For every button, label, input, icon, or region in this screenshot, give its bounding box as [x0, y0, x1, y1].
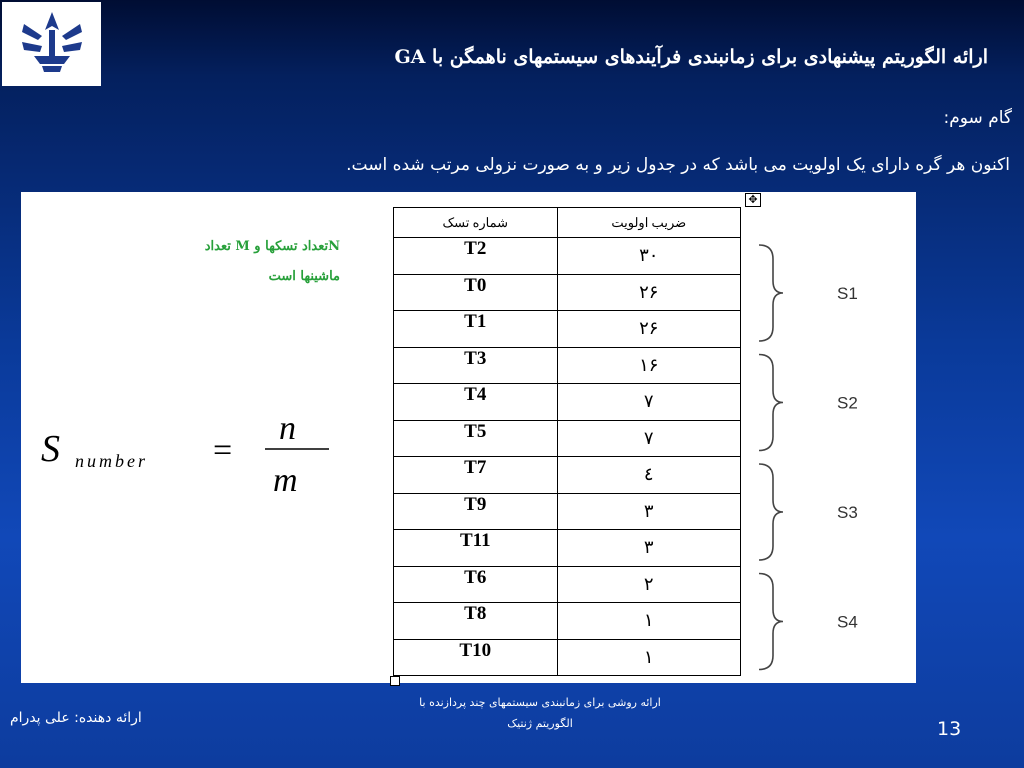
- table-row: [394, 384, 741, 421]
- task-cell: T6: [394, 566, 558, 603]
- step-description: اکنون هر گره دارای یک اولویت می باشد که در جدول زیر و به صورت نزولی مرتب شده است.: [346, 155, 1010, 175]
- university-logo-icon: [2, 2, 101, 86]
- priority-cell: ٤: [557, 457, 740, 494]
- s-number-formula: [29, 397, 329, 507]
- task-cell: T11: [394, 530, 558, 567]
- table-move-handle-icon[interactable]: ✥: [745, 193, 761, 207]
- group-label: S2: [837, 393, 858, 413]
- task-cell: T5: [394, 420, 558, 457]
- table-row: [394, 274, 741, 311]
- formula-lhs: S: [41, 428, 60, 470]
- task-number-header: شماره تسک: [394, 208, 558, 238]
- formula-denominator: m: [273, 462, 298, 499]
- group-label: S1: [837, 284, 858, 303]
- slide-title: ارائه الگوریتم پیشنهادی برای زمانبندی فرآیندهای سیستمهای ناهمگن با GA: [394, 46, 988, 68]
- task-cell: T9: [394, 493, 558, 530]
- group-brace: [759, 574, 783, 670]
- priority-cell: ۲۶: [557, 311, 740, 348]
- priority-table: [393, 207, 741, 676]
- variables-note-line1: Nتعداد تسکها و M تعداد: [204, 239, 340, 254]
- table-row: [394, 311, 741, 348]
- formula-numerator: n: [279, 410, 296, 447]
- task-cell: T8: [394, 603, 558, 640]
- table-row: [394, 457, 741, 494]
- priority-cell: ۱: [557, 603, 740, 640]
- task-cell: T4: [394, 384, 558, 421]
- group-label: S3: [837, 503, 858, 522]
- page-number: 13: [937, 718, 962, 740]
- task-cell: T7: [394, 457, 558, 494]
- table-row: [394, 420, 741, 457]
- group-brace: [759, 464, 783, 560]
- table-row: [394, 566, 741, 603]
- task-cell: T0: [394, 274, 558, 311]
- table-row: [394, 493, 741, 530]
- priority-cell: ۳: [557, 493, 740, 530]
- group-brace: [759, 245, 783, 341]
- variables-note: [140, 232, 340, 292]
- task-cell: T2: [394, 238, 558, 275]
- group-label: S4: [837, 612, 858, 632]
- variables-note-line2: ماشینها است: [268, 269, 340, 284]
- group-brackets: [751, 237, 891, 677]
- footer-line-1: ارائه روشی برای زمانبندی سیستمهای چند پردازنده با: [419, 696, 661, 709]
- table-header-row: [394, 208, 741, 238]
- table-row: [394, 238, 741, 275]
- footer-text: [390, 692, 690, 734]
- table-row: [394, 639, 741, 676]
- priority-cell: ۳۰: [557, 238, 740, 275]
- table-row: [394, 347, 741, 384]
- presenter-name: ارائه دهنده: علی پدرام: [10, 710, 142, 726]
- task-cell: T1: [394, 311, 558, 348]
- formula-equals: =: [213, 432, 233, 469]
- priority-cell: ۱۶: [557, 347, 740, 384]
- priority-cell: ۲۶: [557, 274, 740, 311]
- formula-subscript: number: [75, 451, 148, 471]
- content-panel: [21, 192, 916, 683]
- priority-cell: ۷: [557, 420, 740, 457]
- priority-header: ضریب اولویت: [557, 208, 740, 238]
- task-cell: T10: [394, 639, 558, 676]
- table-row: [394, 603, 741, 640]
- table-row: [394, 530, 741, 567]
- group-brace: [759, 355, 783, 451]
- step-heading: گام سوم:: [943, 108, 1012, 128]
- footer-line-2: الگوریتم ژنتیک: [507, 717, 573, 730]
- table-resize-handle-icon[interactable]: [390, 676, 400, 686]
- task-cell: T3: [394, 347, 558, 384]
- priority-cell: ۳: [557, 530, 740, 567]
- priority-cell: ۱: [557, 639, 740, 676]
- priority-cell: ۷: [557, 384, 740, 421]
- priority-cell: ۲: [557, 566, 740, 603]
